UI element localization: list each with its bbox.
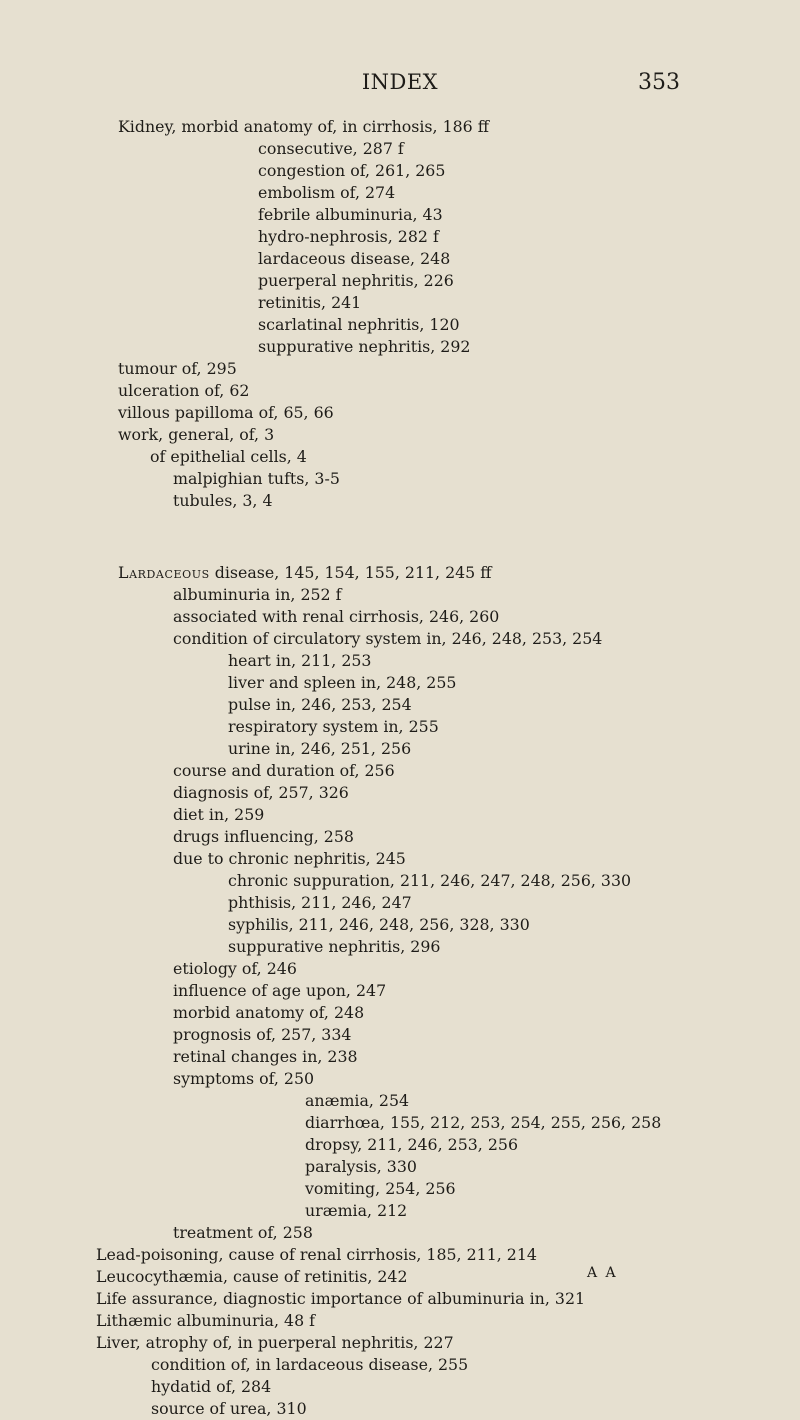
section-spacer <box>118 512 788 562</box>
index-entry: diarrhœa, 155, 212, 253, 254, 255, 256, 258 <box>305 1113 662 1132</box>
index-entry: ulceration of, 62 <box>118 381 250 400</box>
index-entry: course and duration of, 256 <box>173 761 395 780</box>
index-entry: vomiting, 254, 256 <box>305 1179 456 1198</box>
index-entry: liver and spleen in, 248, 255 <box>228 673 457 692</box>
index-entry: Kidney, morbid anatomy of, in cirrhosis, 186 ff <box>118 117 489 136</box>
index-entry: paralysis, 330 <box>305 1157 417 1176</box>
index-entry: anæmia, 254 <box>305 1091 410 1110</box>
lardaceous-headword: Lardaceous <box>118 563 210 582</box>
lardaceous-rest: disease, 145, 154, 155, 211, 245 ff <box>209 563 492 582</box>
page-header-title: INDEX <box>361 70 439 94</box>
index-entry: hydro-nephrosis, 282 f <box>258 227 439 246</box>
index-entry: Liver, atrophy of, in puerperal nephritis, 227 <box>96 1333 454 1352</box>
index-entry: Leucocythæmia, cause of retinitis, 242 <box>96 1267 408 1286</box>
index-entry: puerperal nephritis, 226 <box>258 271 454 290</box>
index-entry: dropsy, 211, 246, 253, 256 <box>305 1135 518 1154</box>
index-entry: tumour of, 295 <box>118 359 237 378</box>
index-entry: syphilis, 211, 246, 248, 256, 328, 330 <box>228 915 530 934</box>
index-entry: heart in, 211, 253 <box>228 651 372 670</box>
index-entry: embolism of, 274 <box>258 183 396 202</box>
index-entry: condition of, in lardaceous disease, 255 <box>151 1355 469 1374</box>
index-entry: source of urea, 310 <box>151 1399 307 1418</box>
index-entry: etiology of, 246 <box>173 959 297 978</box>
index-entry: condition of circulatory system in, 246, 248, 253, 254 <box>173 629 603 648</box>
index-entry: retinal changes in, 238 <box>173 1047 358 1066</box>
index-entry: diagnosis of, 257, 326 <box>173 783 349 802</box>
index-entry: tubules, 3, 4 <box>173 491 273 510</box>
index-entry: morbid anatomy of, 248 <box>173 1003 365 1022</box>
index-entry: albuminuria in, 252 f <box>173 585 342 604</box>
index-entry: hydatid of, 284 <box>151 1377 272 1396</box>
index-entry: chronic suppuration, 211, 246, 247, 248, 256, 330 <box>228 871 632 890</box>
index-entry: uræmia, 212 <box>305 1201 408 1220</box>
index-entry: diet in, 259 <box>173 805 265 824</box>
index-entry: malpighian tufts, 3-5 <box>173 469 340 488</box>
index-entry: influence of age upon, 247 <box>173 981 387 1000</box>
signature-mark: A A <box>587 1265 618 1281</box>
index-entry: Life assurance, diagnostic importance of albuminuria in, 321 <box>96 1289 586 1308</box>
index-entry: respiratory system in, 255 <box>228 717 439 736</box>
index-entry: suppurative nephritis, 292 <box>258 337 471 356</box>
index-entry: febrile albuminuria, 43 <box>258 205 443 224</box>
index-entry: prognosis of, 257, 334 <box>173 1025 352 1044</box>
index-entry: villous papilloma of, 65, 66 <box>118 403 334 422</box>
index-entry: phthisis, 211, 246, 247 <box>228 893 412 912</box>
index-entry: work, general, of, 3 <box>118 425 275 444</box>
index-entry: associated with renal cirrhosis, 246, 260 <box>173 607 500 626</box>
page-number: 353 <box>638 70 680 95</box>
index-entry: lardaceous disease, 248 <box>258 249 451 268</box>
index-entry: congestion of, 261, 265 <box>258 161 446 180</box>
index-entry: suppurative nephritis, 296 <box>228 937 441 956</box>
index-entry: symptoms of, 250 <box>173 1069 315 1088</box>
index-entry: treatment of, 258 <box>173 1223 313 1242</box>
index-body <box>96 116 788 1420</box>
index-entry: pulse in, 246, 253, 254 <box>228 695 412 714</box>
index-entry: consecutive, 287 f <box>258 139 404 158</box>
index-entry: scarlatinal nephritis, 120 <box>258 315 460 334</box>
index-entry: of epithelial cells, 4 <box>150 447 307 466</box>
index-entry: drugs influencing, 258 <box>173 827 354 846</box>
index-entry: Lead-poisoning, cause of renal cirrhosis, 185, 211, 214 <box>96 1245 537 1264</box>
index-entry: Lithæmic albuminuria, 48 f <box>96 1311 315 1330</box>
index-entry-lardaceous <box>118 562 788 584</box>
index-entry: retinitis, 241 <box>258 293 362 312</box>
index-entry: urine in, 246, 251, 256 <box>228 739 412 758</box>
index-entry: due to chronic nephritis, 245 <box>173 849 406 868</box>
